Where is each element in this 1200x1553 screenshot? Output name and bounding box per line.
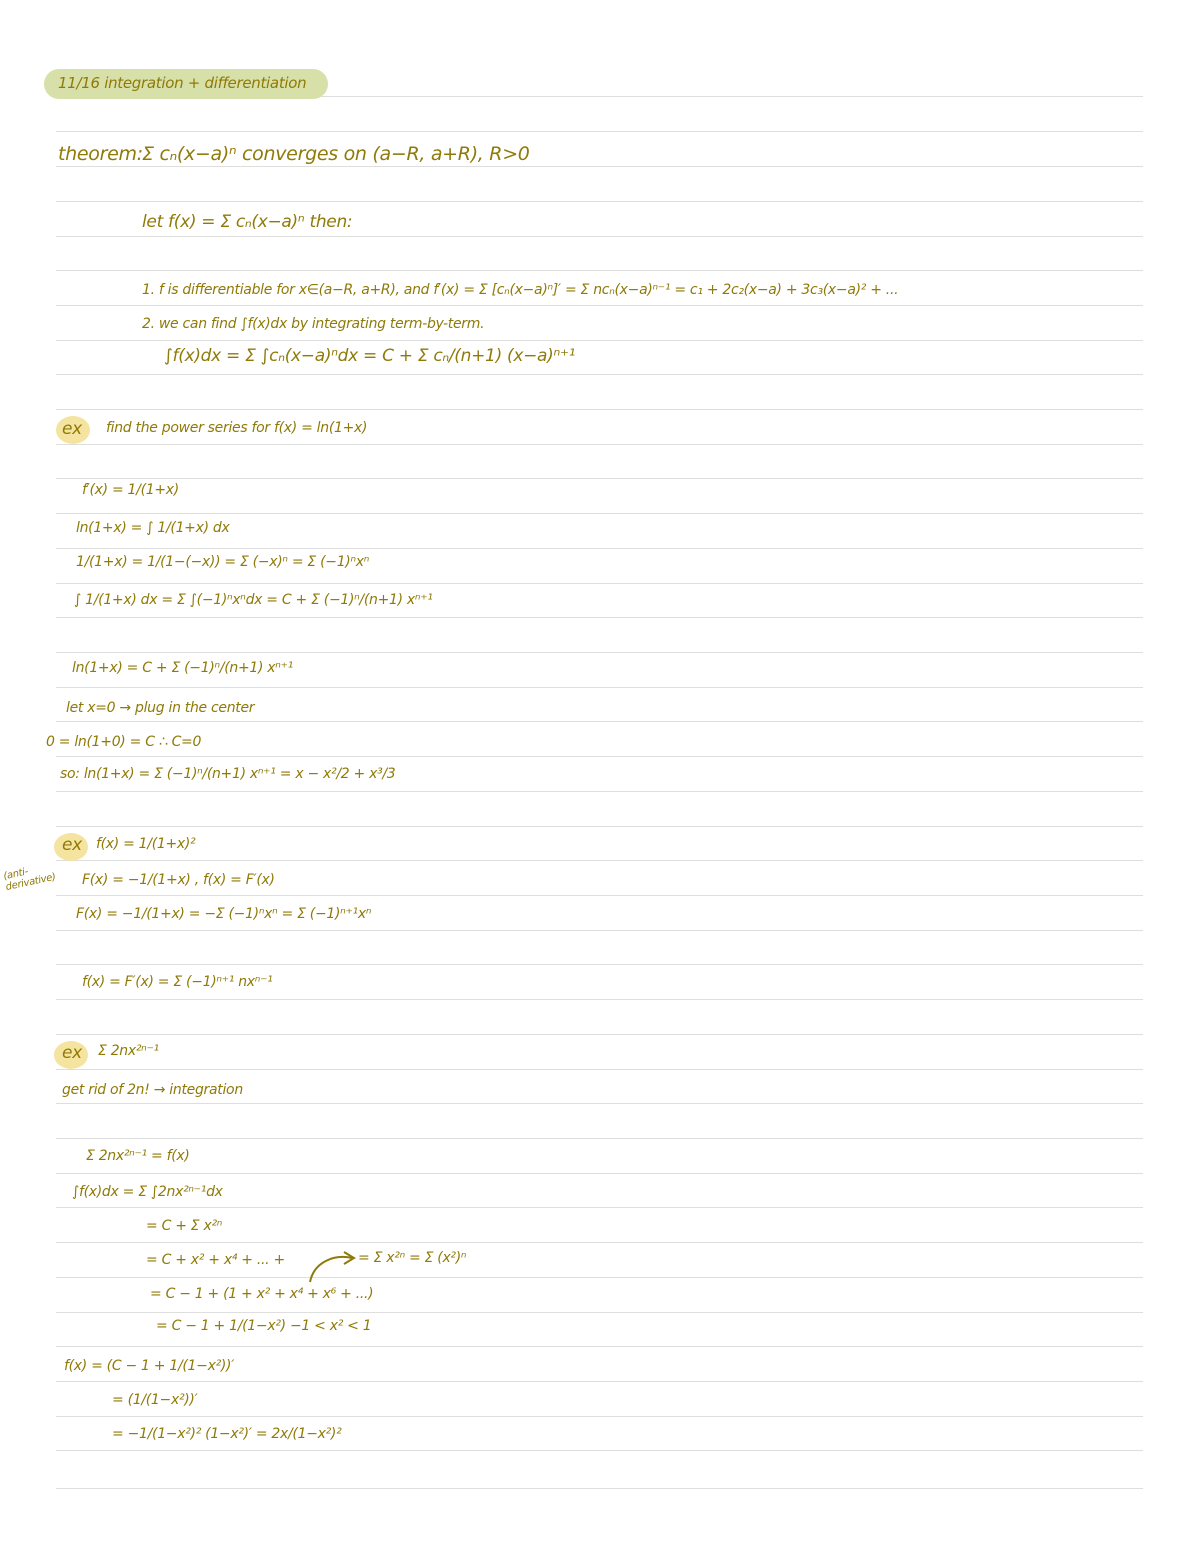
example-3-note: get rid of 2n! → integration bbox=[62, 1082, 243, 1098]
ruled-line bbox=[56, 1450, 1143, 1451]
ruled-line bbox=[56, 1069, 1143, 1070]
ruled-line bbox=[56, 1416, 1143, 1417]
example-3-side-note: = Σ x²ⁿ = Σ (x²)ⁿ bbox=[358, 1250, 467, 1266]
ruled-line bbox=[56, 826, 1143, 827]
example-3-line: = C + Σ x²ⁿ bbox=[146, 1218, 223, 1234]
example-3-line: f(x) = (C − 1 + 1/(1−x²))′ bbox=[64, 1358, 235, 1374]
example-3-prompt: Σ 2nx²ⁿ⁻¹ bbox=[98, 1043, 159, 1059]
ruled-line bbox=[56, 1277, 1143, 1278]
example-3-line: = (1/(1−x²))′ bbox=[112, 1392, 198, 1408]
ruled-line bbox=[56, 270, 1143, 271]
ruled-line bbox=[56, 1034, 1143, 1035]
ruled-line bbox=[56, 513, 1143, 514]
theorem-point-2: 2. we can find ∫f(x)dx by integrating term-by-term. bbox=[142, 316, 485, 332]
ruled-line bbox=[56, 444, 1143, 445]
ruled-line bbox=[56, 617, 1143, 618]
theorem-statement: Σ cₙ(x−a)ⁿ converges on (a−R, a+R), R>0 bbox=[142, 143, 530, 165]
curved-arrow-icon bbox=[300, 1248, 360, 1288]
ruled-line bbox=[56, 409, 1143, 410]
theorem-label: theorem: bbox=[58, 143, 143, 165]
ruled-line bbox=[56, 1138, 1143, 1139]
ruled-line bbox=[56, 756, 1143, 757]
ruled-line bbox=[56, 374, 1143, 375]
ruled-line bbox=[56, 1381, 1143, 1382]
example-2-prompt: f(x) = 1/(1+x)² bbox=[96, 836, 196, 852]
margin-note: (anti-derivative) bbox=[2, 866, 57, 894]
ruled-line bbox=[56, 964, 1143, 965]
example-3-line: Σ 2nx²ⁿ⁻¹ = f(x) bbox=[86, 1148, 190, 1164]
example-1-line: f′(x) = 1/(1+x) bbox=[82, 482, 179, 498]
ruled-line bbox=[56, 860, 1143, 861]
example-3-line: ∫f(x)dx = Σ ∫2nx²ⁿ⁻¹dx bbox=[72, 1184, 223, 1200]
example-2-line: f(x) = F′(x) = Σ (−1)ⁿ⁺¹ nxⁿ⁻¹ bbox=[82, 974, 273, 990]
ruled-line bbox=[56, 652, 1143, 653]
ruled-line bbox=[56, 1207, 1143, 1208]
example-1-line: let x=0 → plug in the center bbox=[66, 700, 255, 716]
ruled-line bbox=[56, 895, 1143, 896]
theorem-integral: ∫f(x)dx = Σ ∫cₙ(x−a)ⁿdx = C + Σ cₙ/(n+1) (x−a)ⁿ⁺¹ bbox=[164, 346, 576, 366]
example-1-line: 0 = ln(1+0) = C ∴ C=0 bbox=[46, 734, 202, 750]
ruled-line bbox=[56, 1488, 1143, 1489]
ruled-line bbox=[56, 131, 1143, 132]
example-1-line: so: ln(1+x) = Σ (−1)ⁿ/(n+1) xⁿ⁺¹ = x − x²/2 + x³/3 bbox=[60, 766, 396, 782]
example-1-line: 1/(1+x) = 1/(1−(−x)) = Σ (−x)ⁿ = Σ (−1)ⁿxⁿ bbox=[76, 554, 370, 570]
example-tag: ex bbox=[62, 1043, 82, 1063]
ruled-line bbox=[56, 721, 1143, 722]
example-2-line: F(x) = −1/(1+x) = −Σ (−1)ⁿxⁿ = Σ (−1)ⁿ⁺¹xⁿ bbox=[76, 906, 372, 922]
example-1-line: ln(1+x) = ∫ 1/(1+x) dx bbox=[76, 520, 230, 536]
example-tag: ex bbox=[62, 835, 82, 855]
ruled-line bbox=[56, 305, 1143, 306]
ruled-line bbox=[56, 340, 1143, 341]
ruled-line bbox=[56, 999, 1143, 1000]
ruled-line bbox=[56, 548, 1143, 549]
theorem-point-1: 1. f is differentiable for x∈(a−R, a+R), and f′(x) = Σ [cₙ(x−a)ⁿ]′ = Σ ncₙ(x−a)ⁿ⁻¹ = c₁ + 2c₂(x−a) + 3c₃(x−a)² + ... bbox=[142, 282, 899, 298]
ruled-line bbox=[56, 583, 1143, 584]
example-3-line: = C − 1 + (1 + x² + x⁴ + x⁶ + ...) bbox=[150, 1286, 374, 1302]
theorem-let: let f(x) = Σ cₙ(x−a)ⁿ then: bbox=[142, 212, 353, 232]
ruled-line bbox=[56, 791, 1143, 792]
example-3-line: = C − 1 + 1/(1−x²) −1 < x² < 1 bbox=[156, 1318, 372, 1334]
ruled-line bbox=[56, 1312, 1143, 1313]
example-1-line: ln(1+x) = C + Σ (−1)ⁿ/(n+1) xⁿ⁺¹ bbox=[72, 660, 293, 676]
ruled-line bbox=[56, 1173, 1143, 1174]
ruled-line bbox=[56, 166, 1143, 167]
ruled-line bbox=[56, 687, 1143, 688]
page-title: 11/16 integration + differentiation bbox=[58, 74, 307, 92]
example-1-line: ∫ 1/(1+x) dx = Σ ∫(−1)ⁿxⁿdx = C + Σ (−1)ⁿ/(n+1) xⁿ⁺¹ bbox=[74, 592, 433, 608]
ruled-line bbox=[56, 1103, 1143, 1104]
ruled-line bbox=[56, 1242, 1143, 1243]
ruled-line bbox=[56, 201, 1143, 202]
ruled-line bbox=[56, 930, 1143, 931]
example-tag: ex bbox=[62, 419, 82, 439]
ruled-line bbox=[56, 236, 1143, 237]
example-3-line: = C + x² + x⁴ + ... + bbox=[146, 1252, 285, 1268]
ruled-line bbox=[56, 1346, 1143, 1347]
example-3-line: = −1/(1−x²)² (1−x²)′ = 2x/(1−x²)² bbox=[112, 1426, 342, 1442]
example-2-line: F(x) = −1/(1+x) , f(x) = F′(x) bbox=[82, 872, 275, 888]
example-1-prompt: find the power series for f(x) = ln(1+x) bbox=[106, 420, 368, 436]
ruled-line bbox=[56, 478, 1143, 479]
